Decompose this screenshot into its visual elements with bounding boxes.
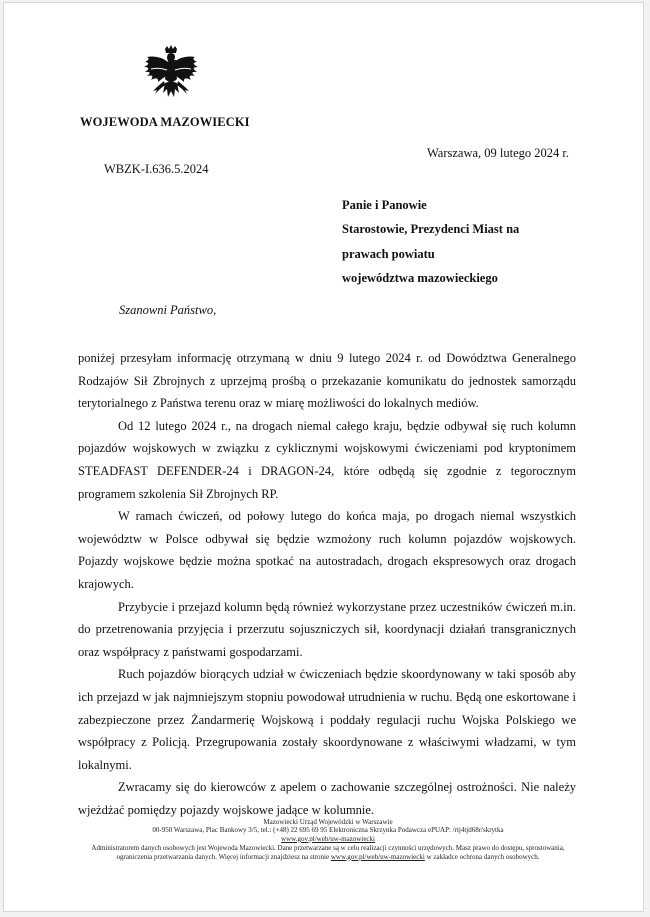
recipient-line: Panie i Panowie (342, 198, 427, 212)
body-paragraph: W ramach ćwiczeń, od połowy lutego do końca maja, po drogach niemal wszystkich województw w Polsce odbywał się będzie wzmożony ruch kolumn pojazdów wojskowych. Pojazdy wojskowe będzie można spotkać na autostradach, drogach ekspresowych oraz drogach krajowych. (78, 509, 576, 591)
letter-body (78, 347, 576, 821)
recipient-line: Starostowie, Prezydenci Miast na (342, 222, 520, 237)
place-and-date: Warszawa, 09 lutego 2024 r. (426, 146, 569, 160)
salutation: Szanowni Państwo, (119, 303, 217, 317)
footer-gdpr-notice (80, 844, 576, 861)
polish-eagle-emblem-icon (141, 45, 201, 109)
reference-number: WBZK-I.636.5.2024 (104, 162, 209, 176)
gdpr-link[interactable]: www.gov.pl/web/uw-mazowiecki (330, 852, 425, 861)
gdpr-text-end: w zakładce ochrona danych osobowych. (426, 852, 540, 861)
recipient-line: województwa mazowieckiego (342, 271, 498, 286)
body-paragraph: poniżej przesyłam informację otrzymaną w dniu 9 lutego 2024 r. od Dowództwa Generalnego Rodzajów Sił Zbrojnych z uprzejmą prośbą o przekazanie komunikatu do jednostek samorządu terytorialnego z Państwa terenu oraz w miarę możliwości do lokalnych mediów. (78, 351, 576, 411)
recipient-line: prawach powiatu (342, 246, 435, 261)
footer-address: 00-950 Warszawa, Plac Bankowy 3/5, tel.: (+48) 22 695 69 95 Elektroniczna Skrzynka Podawcza ePUAP: /rtj4tjd68r/skrytka (152, 826, 504, 835)
body-paragraph: Zwracamy się do kierowców z apelem o zachowanie szczególnej ostrożności. Nie należy wjeżdżać pomiędzy pojazdy wojskowe jadące w kolumnie. (78, 780, 576, 817)
letter-footer (80, 818, 576, 861)
body-paragraph: Przybycie i przejazd kolumn będą również wykorzystane przez uczestników ćwiczeń m.in. do przetrenowania przyjęcia i przerzutu sojuszniczych sił, koordynacji działań transgranicznych oraz współpracy z państwami gospodarzami. (78, 599, 576, 659)
body-paragraph: Ruch pojazdów biorących udział w ćwiczeniach będzie skoordynowany w taki sposób aby ich przejazd w jak najmniejszym stopniu powodował utrudnienia w ruchu. Będą one eskortowane i zabezpieczone przez Żandarmerię Wojskową i poddały regulacji ruchu Wojska Polskiego we współpracy z Policją. Przegrupowania zostały skoordynowane z właściwymi władzami, w tym lokalnymi. (78, 667, 576, 772)
issuing-authority: WOJEWODA MAZOWIECKI (80, 115, 250, 129)
footer-website-link[interactable]: www.gov.pl/web/uw-mazowiecki (281, 834, 375, 843)
footer-office-name: Mazowiecki Urząd Wojewódzki w Warszawie (263, 818, 393, 826)
body-paragraph: Od 12 lutego 2024 r., na drogach niemal całego kraju, będzie odbywał się ruch kolumn pojazdów wojskowych w związku z cyklicznymi wojskowymi ćwiczeniami pod kryptonimem STEADFAST DEFENDER-24 i DRAGON-24, które odbędą się zgodnie z tegorocznym programem szkolenia Sił Zbrojnych RP. (78, 418, 576, 501)
letter-page (3, 2, 644, 912)
recipients-block (342, 193, 519, 291)
gdpr-text: Administratorem danych osobowych jest Wojewoda Mazowiecki. Dane przetwarzane są w celu realizacji czynności urzędowych. Masz prawo do dostępu, sprostowania, ograniczenia przetwarzania danych. Więcej informacji znajdziesz na stronie (91, 844, 565, 861)
